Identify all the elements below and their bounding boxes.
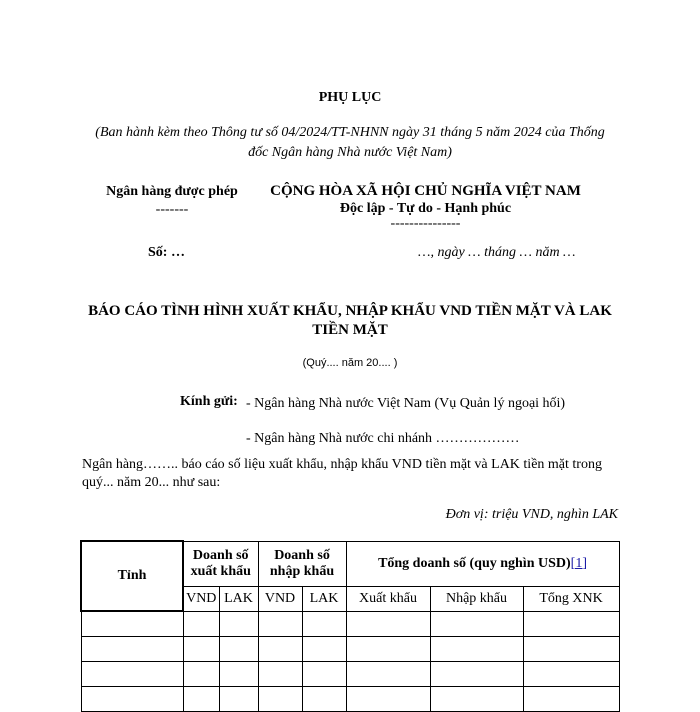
national-title: CỘNG HÒA XÃ HỘI CHỦ NGHĨA VIỆT NAM (270, 183, 581, 199)
sub-total-import: Nhập khẩu (430, 586, 523, 611)
report-table (80, 540, 620, 712)
table-cell (346, 637, 430, 662)
table-cell (430, 687, 523, 712)
report-title: BÁO CÁO TÌNH HÌNH XUẤT KHẨU, NHẬP KHẨU VND TIỀN MẶT VÀ LAK TIỀN MẶT (88, 303, 612, 338)
table-cell (183, 662, 219, 687)
table-cell (81, 637, 183, 662)
table-cell (81, 662, 183, 687)
table-cell (302, 611, 346, 637)
table-row (81, 637, 619, 662)
table-cell (183, 611, 219, 637)
table-cell (523, 687, 619, 712)
table-cell (430, 637, 523, 662)
table-cell (430, 611, 523, 637)
sub-total-xnk: Tổng XNK (523, 586, 619, 611)
col-export-header: Doanh số xuất khẩu (183, 541, 258, 586)
document-number: Số: … (148, 245, 185, 260)
table-cell (430, 662, 523, 687)
recipients-label: Kính gửi: (180, 394, 238, 409)
table-cell (219, 687, 258, 712)
table-cell (258, 637, 302, 662)
appendix-title: PHỤ LỤC (318, 90, 382, 105)
col-province-header: Tỉnh (81, 541, 183, 611)
table-cell (523, 662, 619, 687)
sub-export-vnd: VND (183, 586, 219, 611)
table-cell (81, 687, 183, 712)
table-row (81, 687, 619, 712)
national-motto: Độc lập - Tự do - Hạnh phúc (339, 201, 512, 216)
table-cell (258, 687, 302, 712)
col-import-header: Doanh số nhập khẩu (258, 541, 346, 586)
table-cell (258, 611, 302, 637)
table-cell (302, 662, 346, 687)
recipient-2: - Ngân hàng Nhà nước chi nhánh ……………… (246, 431, 520, 446)
table-cell (81, 611, 183, 637)
motto-divider: --------------- (390, 216, 461, 231)
intro-paragraph: Ngân hàng…….. báo cáo số liệu xuất khẩu, nhập khẩu VND tiền mặt và LAK tiền mặt trong quý... năm 20... như sau: (82, 457, 602, 490)
table-cell (183, 637, 219, 662)
report-period: (Quý.... năm 20.... ) (302, 357, 398, 369)
sub-export-lak: LAK (219, 586, 258, 611)
table-cell (346, 687, 430, 712)
sub-total-export: Xuất khẩu (346, 586, 430, 611)
table-cell (219, 662, 258, 687)
table-cell (183, 687, 219, 712)
unit-note: Đơn vị: triệu VND, nghìn LAK (445, 507, 618, 522)
table-cell (346, 611, 430, 637)
sub-import-vnd: VND (258, 586, 302, 611)
bank-divider: ------- (155, 202, 189, 217)
table-row (81, 662, 619, 687)
table-cell (346, 662, 430, 687)
table-row (81, 611, 619, 637)
table-cell (523, 611, 619, 637)
col-total-header (346, 541, 619, 586)
table-cell (219, 611, 258, 637)
decree-reference: (Ban hành kèm theo Thông tư số 04/2024/TT-NHNN ngày 31 tháng 5 năm 2024 của Thống đốc Ngân hàng Nhà nước Việt Nam) (95, 125, 605, 160)
footnote-link[interactable]: [1] (570, 555, 587, 571)
recipient-1: - Ngân hàng Nhà nước Việt Nam (Vụ Quản lý ngoại hối) (246, 396, 566, 411)
bank-label: Ngân hàng được phép (106, 184, 238, 199)
table-cell (219, 637, 258, 662)
sub-import-lak: LAK (302, 586, 346, 611)
document-date: …, ngày … tháng … năm … (418, 245, 576, 260)
col-total-label: Tổng doanh số (quy nghìn USD) (378, 555, 571, 571)
table-cell (258, 662, 302, 687)
table-cell (302, 687, 346, 712)
table-cell (523, 637, 619, 662)
table-cell (302, 637, 346, 662)
